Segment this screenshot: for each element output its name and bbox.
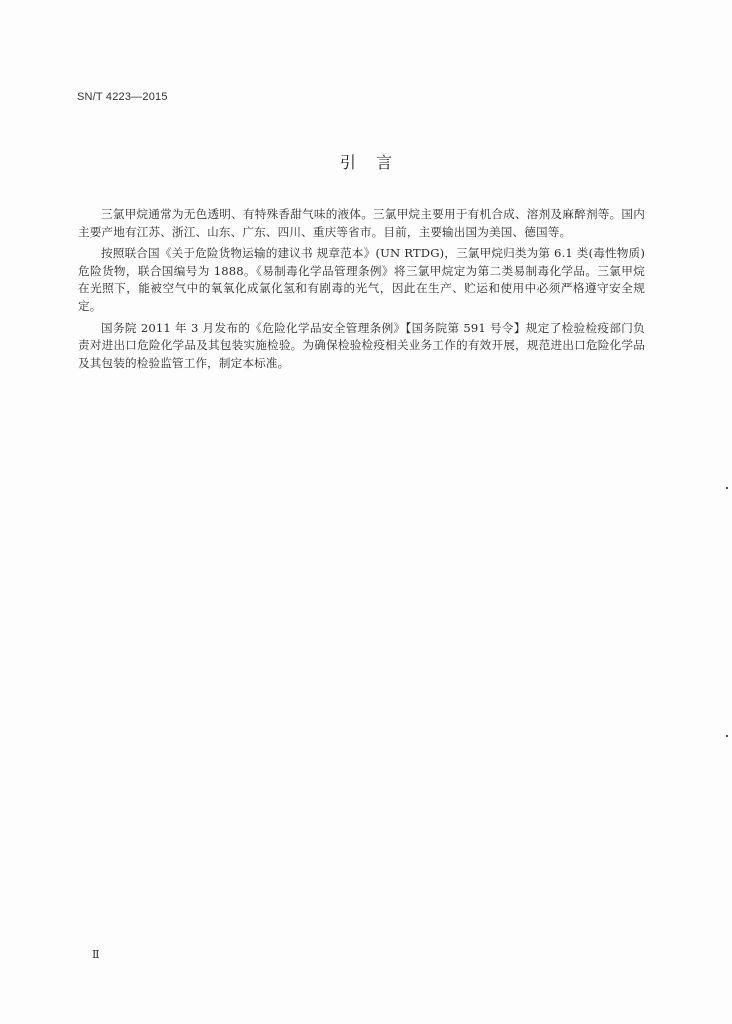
standard-code: SN/T 4223—2015 (77, 91, 168, 103)
paragraph-3: 国务院 2011 年 3 月发布的《危险化学品安全管理条例》【国务院第 591 号令】规定了检验检疫部门负责对进出口危险化学品及其包装实施检验。为确保检验检疫相关业务工作的有效开展，规范进出口危险化学品及其包装的检验监管工作，制定本标准。 (78, 320, 645, 370)
scan-mark (726, 487, 728, 489)
scan-mark (726, 735, 728, 737)
paragraph-2: 按照联合国《关于危险货物运输的建议书 规章范本》(UN RTDG)，三氯甲烷归类为第 6.1 类(毒性物质)危险货物，联合国编号为 1888。《易制毒化学品管理条例》将三氯甲烷定为第二类易制毒化学品。三氯甲烷在光照下，能被空气中的氧氧化成氯化氢和有剧毒的光气，因此在生产、贮运和使用中必须严格遵守安全规定。 (78, 246, 645, 313)
paragraph-1: 三氯甲烷通常为无色透明、有特殊香甜气味的液体。三氯甲烷主要用于有机合成、溶剂及麻醉剂等。国内主要产地有江苏、浙江、山东、广东、四川、重庆等省市。目前，主要输出国为美国、德国等。 (78, 207, 645, 239)
body-text (78, 206, 645, 376)
section-title: 引 言 (339, 153, 393, 172)
page-number: Ⅱ (92, 948, 100, 961)
